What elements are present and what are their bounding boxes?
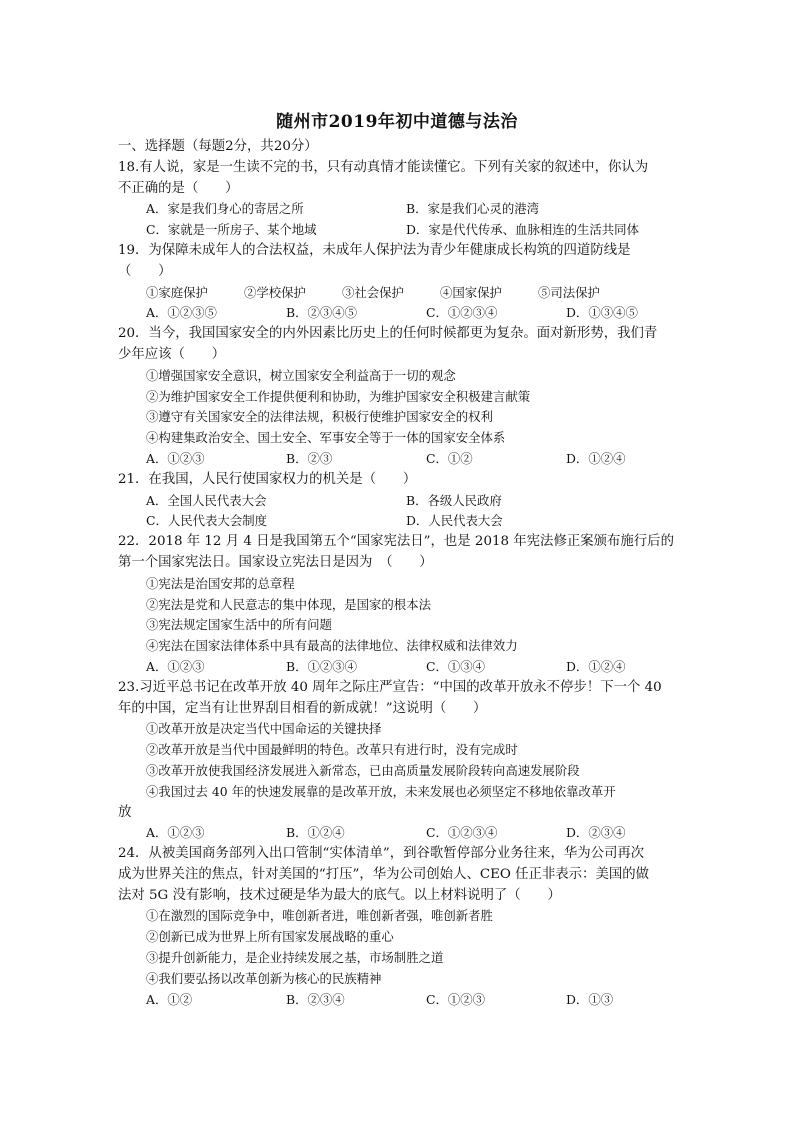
option-c[interactable]: C．家就是一所房子、某个地域 [146, 222, 317, 238]
option-a[interactable]: A．①②③ [146, 450, 205, 466]
statement-item-continuation: 放 [118, 804, 132, 820]
option-row [118, 823, 678, 844]
statement-item: ④宪法在国家法律体系中具有最高的法律地位、法律权威和法律效力 [146, 638, 518, 654]
option-c[interactable]: C．①②③ [426, 991, 486, 1007]
option-d[interactable]: D．②③④ [566, 825, 626, 841]
option-b[interactable]: B．各级人民政府 [406, 492, 502, 508]
question-24 [118, 844, 678, 1010]
statement-item: ④我国过去 40 年的快速发展靠的是改革开放，未来发展也必须坚定不移地依靠改革开 [146, 783, 616, 799]
question-22 [118, 532, 678, 678]
question-stem-line: 第一个国家宪法日。国家设立宪法日是因为 （ ） [118, 554, 433, 570]
item-row [118, 283, 678, 304]
statement-item: ③宪法规定国家生活中的所有问题 [146, 617, 332, 633]
statement-item: ②为维护国家安全工作提供便利和协助，为维护国家安全积极建言献策 [146, 388, 531, 404]
statement-item: ③遵守有关国家安全的法律法规，积极行使维护国家安全的权利 [146, 409, 493, 425]
question-stem-line: 年的中国，定当有让世界刮目相看的新成就！”这说明（ ） [118, 700, 487, 716]
question-stem-line: 法对 5G 没有影响，技术过硬是华为最大的底气。以上材料说明了（ ） [118, 887, 561, 903]
option-c[interactable]: C．①③④ [426, 658, 486, 674]
option-c[interactable]: C．①②③④ [426, 305, 498, 321]
option-b[interactable]: B．①②④ [286, 825, 345, 841]
question-stem-line: 20．当今，我国国家安全的内外因素比历史上的任何时候都更为复杂。面对新形势，我们青 [118, 326, 658, 342]
question-stem-line: 24．从被美国商务部列入出口管制“实体清单”，到谷歌暂停部分业务往来，华为公司再次 [118, 846, 645, 862]
question-list [118, 137, 678, 1010]
option-a[interactable]: A．全国人民代表大会 [146, 492, 267, 508]
option-row [118, 303, 678, 324]
option-a[interactable]: A．①②③ [146, 825, 205, 841]
option-c[interactable]: C．人民代表大会制度 [146, 513, 267, 529]
statement-item: ①宪法是治国安邦的总章程 [146, 575, 295, 591]
option-a[interactable]: A．①②③⑤ [146, 305, 217, 321]
statement-item: ③社会保护 [342, 284, 404, 300]
question-20 [118, 324, 678, 470]
statement-item: ②宪法是党和人民意志的集中体现，是国家的根本法 [146, 596, 431, 612]
option-d[interactable]: D．①②④ [566, 450, 626, 466]
question-stem-line: 不正确的是（ ） [118, 180, 239, 196]
statement-item: ④构建集政治安全、国土安全、军事安全等于一体的国家安全体系 [146, 430, 506, 446]
question-stem-line: 23.习近平总书记在改革开放 40 周年之际庄严宣告：“中国的改革开放永不停步！下一个 40 [118, 679, 662, 695]
statement-item: ③改革开放使我国经济发展进入新常态，已由高质量发展阶段转向高速发展阶段 [146, 762, 580, 778]
statement-item: ①增强国家安全意识，树立国家安全利益高于一切的观念 [146, 367, 456, 383]
statement-item: ①家庭保护 [146, 284, 208, 300]
option-d[interactable]: D．人民代表大会 [406, 513, 503, 529]
statement-item: ④国家保护 [440, 284, 502, 300]
option-d[interactable]: D．①③ [566, 991, 614, 1007]
option-row [118, 220, 678, 241]
question-stem-line: 19．为保障未成年人的合法权益，未成年人保护法为青少年健康成长构筑的四道防线是 [118, 242, 631, 258]
statement-item: ④我们要弘扬以改革创新为核心的民族精神 [146, 970, 382, 986]
question-18 [118, 158, 678, 241]
question-stem-line: 少年应该（ ） [118, 346, 226, 362]
question-stem-line: 成为世界关注的焦点，针对美国的“打压”，华为公司创始人、CEO 任正非表示：美国的做 [118, 866, 650, 882]
statement-item: ②改革开放是当代中国最鲜明的特色。改革只有进行时，没有完成时 [146, 742, 518, 758]
option-d[interactable]: D．①②④ [566, 658, 626, 674]
option-a[interactable]: A．家是我们身心的寄居之所 [146, 201, 304, 217]
question-19 [118, 241, 678, 324]
statement-item: ⑤司法保护 [538, 284, 600, 300]
option-b[interactable]: B．家是我们心灵的港湾 [406, 201, 540, 217]
option-row [118, 657, 678, 678]
statement-item: ③提升创新能力，是企业持续发展之基，市场制胜之道 [146, 950, 444, 966]
question-21 [118, 470, 678, 532]
statement-item: ①在激烈的国际竞争中，唯创新者进，唯创新者强，唯创新者胜 [146, 908, 493, 924]
question-stem-line: 21．在我国，人民行使国家权力的机关是（ ） [118, 471, 417, 487]
option-a[interactable]: A．①②③ [146, 658, 205, 674]
option-b[interactable]: B．②③ [286, 450, 333, 466]
option-b[interactable]: B．①②③④ [286, 658, 358, 674]
section-heading: 一、选择题（每题2分，共20分） [118, 139, 318, 154]
option-row [118, 491, 678, 512]
option-d[interactable]: D．①③④⑤ [566, 305, 638, 321]
option-row [118, 199, 678, 220]
question-23 [118, 678, 678, 844]
question-stem-line: 22．2018 年 12 月 4 日是我国第五个“国家宪法日”，也是 2018 年宪法修正案颁布施行后的 [118, 534, 674, 550]
statement-item: ①改革开放是决定当代中国命运的关键抉择 [146, 721, 382, 737]
option-a[interactable]: A．①② [146, 991, 193, 1007]
option-b[interactable]: B．②③④ [286, 991, 345, 1007]
statement-item: ②学校保护 [244, 284, 306, 300]
option-c[interactable]: C．①② [426, 450, 473, 466]
option-row [118, 449, 678, 470]
option-row [118, 511, 678, 532]
statement-item: ②创新已成为世界上所有国家发展战略的重心 [146, 929, 394, 945]
option-d[interactable]: D．家是代代传承、血脉相连的生活共同体 [406, 222, 639, 238]
document-title: 随州市2019年初中道德与法治 [276, 112, 518, 132]
option-b[interactable]: B．②③④⑤ [286, 305, 358, 321]
option-c[interactable]: C．①②③④ [426, 825, 498, 841]
question-stem-line: 18.有人说，家是一生读不完的书，只有动真情才能读懂它。下列有关家的叙述中，你认为 [118, 159, 649, 175]
question-stem-line: （ ） [118, 263, 172, 279]
option-row [118, 990, 678, 1011]
